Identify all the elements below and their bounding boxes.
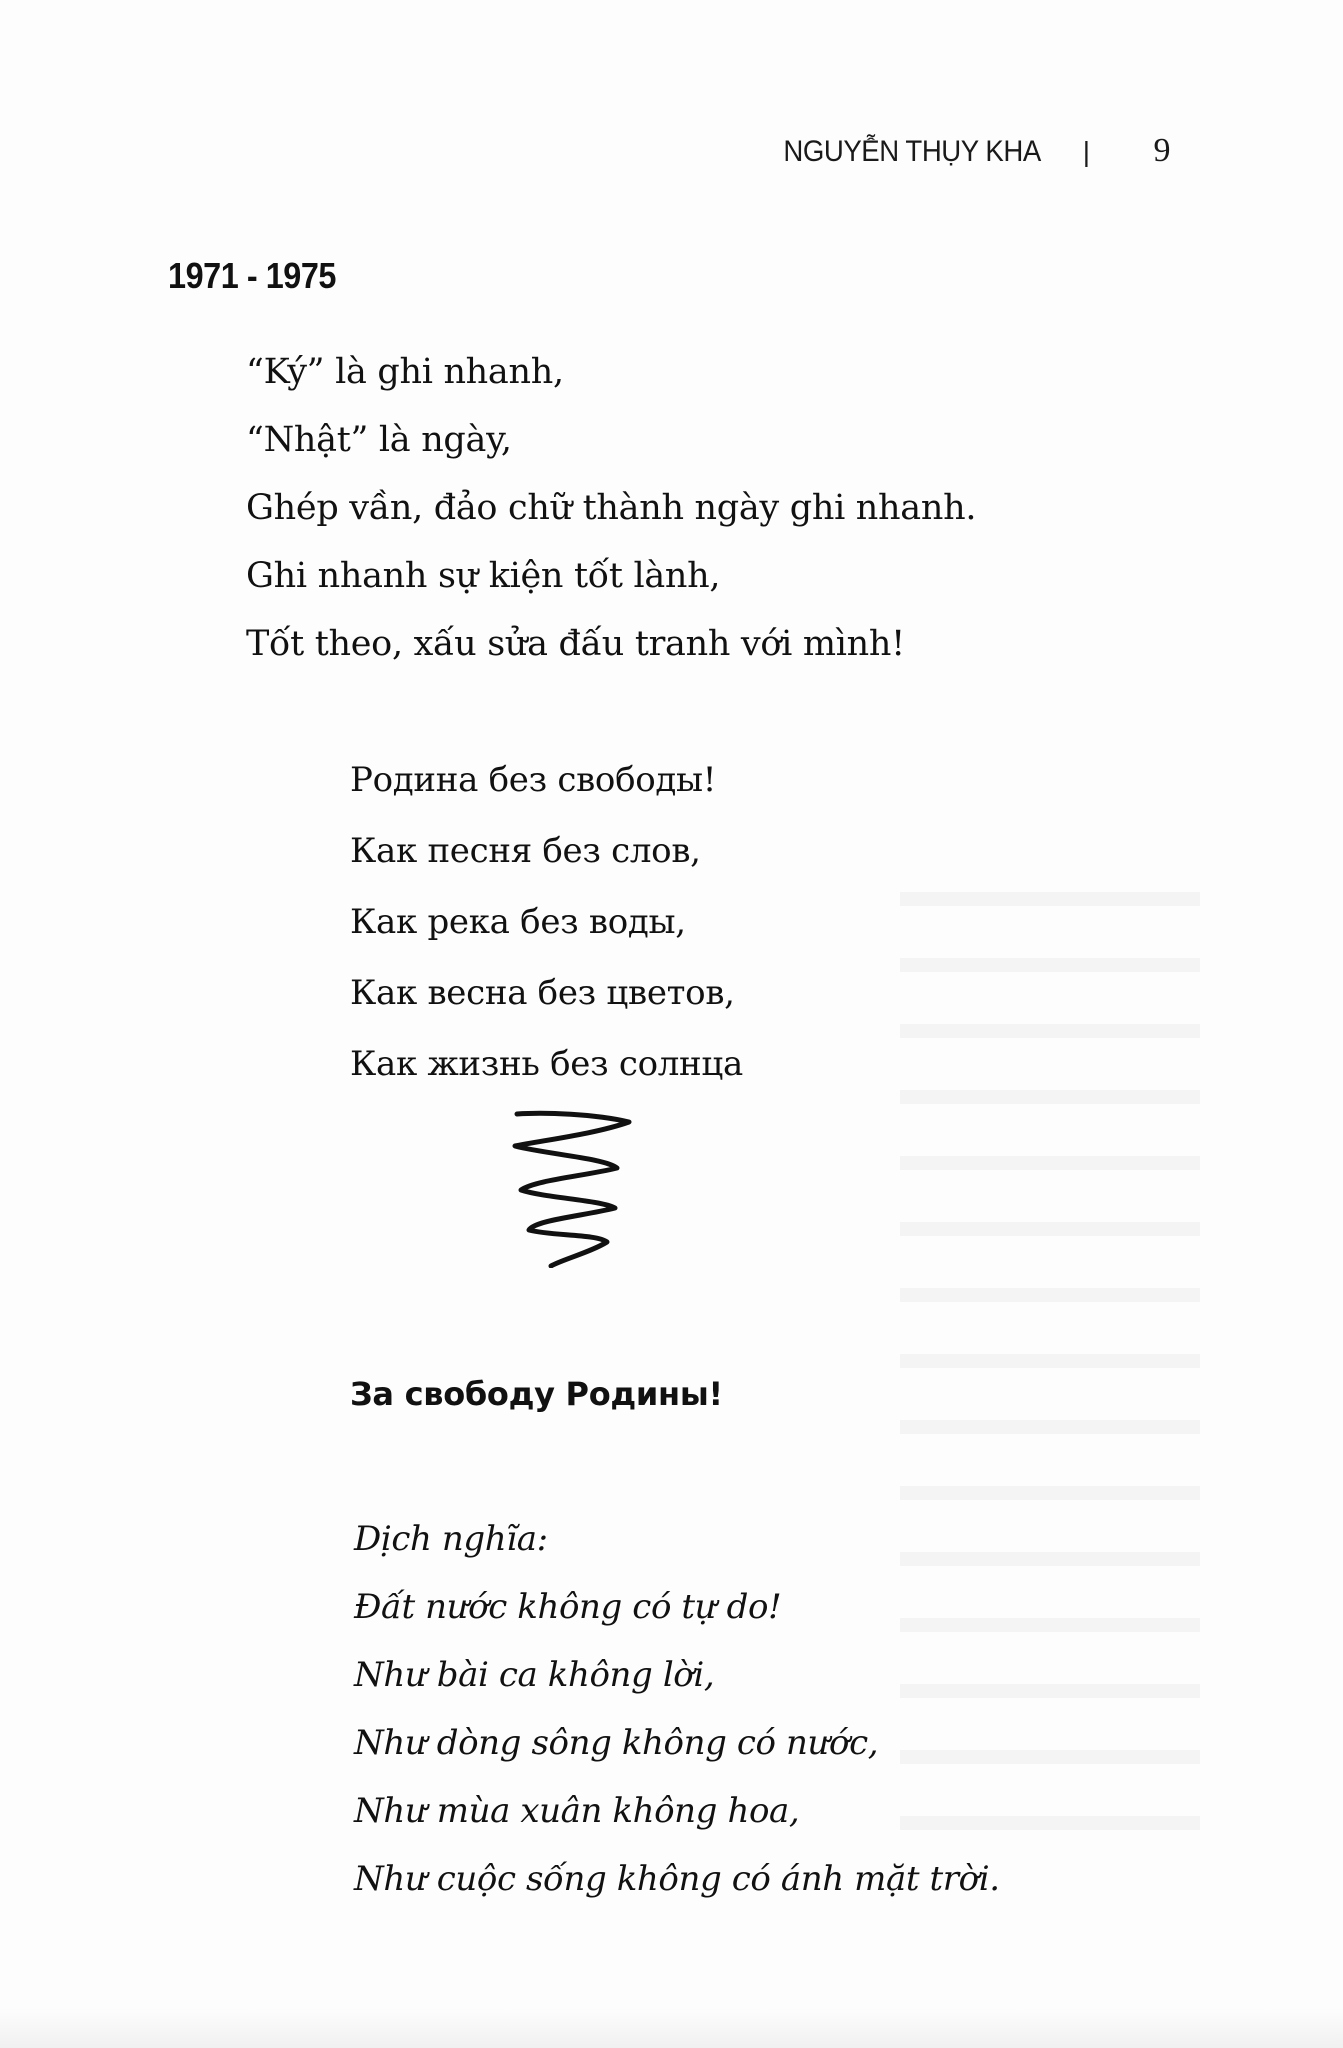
russian-line: Как весна без цветов, [350, 973, 735, 1013]
page-bottom-shadow [0, 2008, 1343, 2048]
russian-poem [350, 745, 743, 1100]
poem-line: Ghép vần, đảo chữ thành ngày ghi nhanh. [246, 488, 977, 528]
russian-line: Как река без воды, [350, 902, 686, 942]
russian-line: Как песня без слов, [350, 831, 701, 871]
poem-line: Ghi nhanh sự kiện tốt lành, [246, 556, 721, 596]
slogan-text: За свободу Родины! [350, 1375, 723, 1413]
poem-line: “Nhật” là ngày, [246, 420, 512, 460]
handwritten-squiggle-icon [505, 1108, 635, 1268]
russian-line: Как жизнь без солнца [350, 1044, 743, 1084]
vietnamese-poem [246, 338, 976, 678]
page-number: 9 [1153, 132, 1170, 169]
translation-line: Như dòng sông không có nước, [354, 1723, 879, 1763]
translation-line: Như cuộc sống không có ánh mặt trời. [354, 1859, 1000, 1899]
translation-line: Như mùa xuân không hoa, [354, 1791, 800, 1831]
section-years-heading: 1971 - 1975 [168, 255, 337, 296]
header-separator: | [1082, 136, 1090, 167]
poem-line: Tốt theo, xấu sửa đấu tranh với mình! [246, 624, 905, 664]
poem-line: “Ký” là ghi nhanh, [246, 352, 564, 392]
translation-block [354, 1505, 1000, 1913]
running-header [761, 132, 1170, 170]
translation-line: Như bài ca không lời, [354, 1655, 715, 1695]
translation-line: Đất nước không có tự do! [354, 1587, 782, 1627]
russian-line: Родина без свободы! [350, 760, 717, 800]
translation-label: Dịch nghĩa: [354, 1519, 548, 1559]
header-author: NGUYỄN THỤY KHA [783, 135, 1041, 168]
